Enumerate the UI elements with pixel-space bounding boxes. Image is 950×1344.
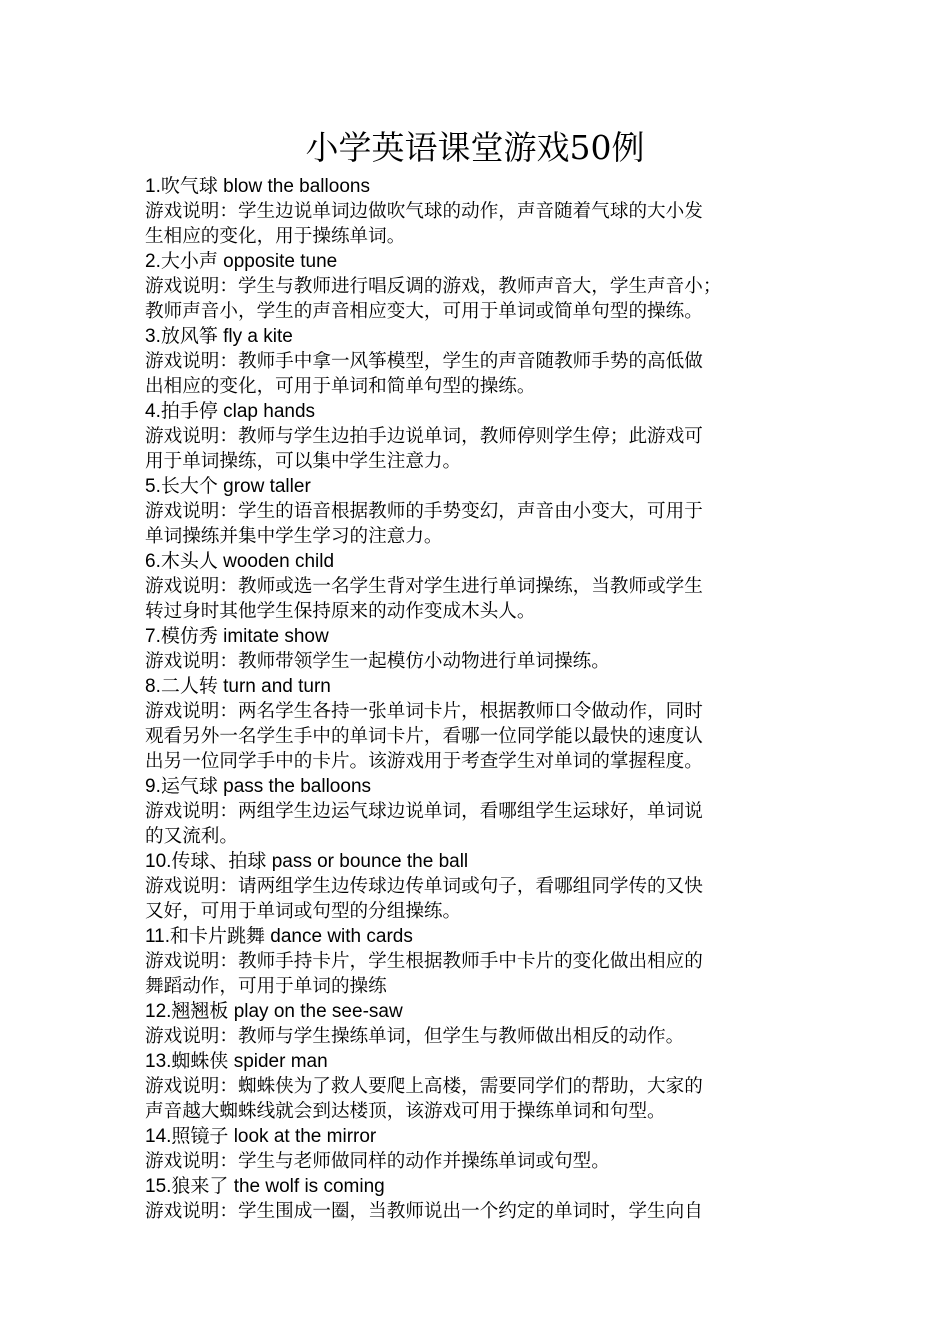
description-line: 游戏说明：蜘蛛侠为了救人要爬上高楼，需要同学们的帮助，大家的	[145, 1076, 703, 1097]
description-line: 游戏说明：两名学生各持一张单词卡片，根据教师口令做动作，同时	[145, 701, 703, 722]
game-heading: 8.二人转 turn and turn	[145, 676, 331, 697]
game-heading: 9.运气球 pass the balloons	[145, 776, 372, 797]
game-item-13	[145, 1049, 811, 1124]
game-item-11	[145, 924, 811, 999]
description-line: 又好，可用于单词或句型的分组操练。	[145, 901, 462, 922]
game-item-4	[145, 399, 811, 474]
description-line: 游戏说明：两组学生边运气球边说单词，看哪组学生运球好，单词说	[145, 801, 703, 822]
description-line: 声音越大蜘蛛线就会到达楼顶，该游戏可用于操练单词和句型。	[145, 1101, 666, 1122]
game-description	[145, 1199, 811, 1224]
description-line: 游戏说明：学生与教师进行唱反调的游戏，教师声音大，学生声音小；	[145, 276, 722, 297]
game-heading: 7.模仿秀 imitate show	[145, 626, 329, 647]
game-item-10	[145, 849, 811, 924]
game-heading: 10.传球、拍球 pass or bounce the ball	[145, 851, 469, 872]
description-line: 舞蹈动作，可用于单词的操练	[145, 976, 387, 997]
description-line: 游戏说明：教师手中拿一风筝模型，学生的声音随教师手势的高低做	[145, 351, 703, 372]
description-line: 的又流利。	[145, 826, 238, 847]
game-description	[145, 874, 811, 924]
game-description	[145, 349, 811, 399]
game-description	[145, 949, 811, 999]
description-line: 出相应的变化，可用于单词和简单句型的操练。	[145, 376, 536, 397]
game-item-9	[145, 774, 811, 849]
game-description	[145, 699, 811, 774]
game-heading: 13.蜘蛛侠 spider man	[145, 1051, 328, 1072]
game-item-6	[145, 549, 811, 624]
description-line: 单词操练并集中学生学习的注意力。	[145, 526, 443, 547]
description-line: 用于单词操练，可以集中学生注意力。	[145, 451, 462, 472]
description-line: 观看另外一名学生手中的单词卡片，看哪一位同学能以最快的速度认	[145, 726, 703, 747]
page-title: 小学英语课堂游戏50例	[305, 128, 645, 167]
game-list	[145, 174, 811, 1224]
game-heading: 6.木头人 wooden child	[145, 551, 335, 572]
description-line: 游戏说明：学生的语音根据教师的手势变幻，声音由小变大，可用于	[145, 501, 703, 522]
game-heading: 11.和卡片跳舞 dance with cards	[145, 926, 413, 947]
game-item-15	[145, 1174, 811, 1224]
game-description	[145, 199, 811, 249]
game-heading: 12.翘翘板 play on the see-saw	[145, 1001, 403, 1022]
game-item-7	[145, 624, 811, 674]
game-description	[145, 799, 811, 849]
description-line: 游戏说明：教师带领学生一起模仿小动物进行单词操练。	[145, 651, 610, 672]
game-heading: 2.大小声 opposite tune	[145, 251, 338, 272]
description-line: 游戏说明：学生边说单词边做吹气球的动作，声音随着气球的大小发	[145, 201, 703, 222]
description-line: 游戏说明：学生围成一圈，当教师说出一个约定的单词时，学生向自	[145, 1201, 703, 1222]
game-heading: 5.长大个 grow taller	[145, 476, 311, 497]
game-item-12	[145, 999, 811, 1049]
description-line: 游戏说明：学生与老师做同样的动作并操练单词或句型。	[145, 1151, 610, 1172]
game-description	[145, 1074, 811, 1124]
game-description	[145, 649, 811, 674]
description-line: 转过身时其他学生保持原来的动作变成木头人。	[145, 601, 536, 622]
game-item-1	[145, 174, 811, 249]
game-description	[145, 1024, 811, 1049]
description-line: 游戏说明：教师手持卡片，学生根据教师手中卡片的变化做出相应的	[145, 951, 703, 972]
game-description	[145, 499, 811, 549]
game-description	[145, 274, 811, 324]
game-description	[145, 424, 811, 474]
game-item-14	[145, 1124, 811, 1174]
description-line: 游戏说明：教师与学生操练单词，但学生与教师做出相反的动作。	[145, 1026, 685, 1047]
game-item-8	[145, 674, 811, 774]
game-heading: 3.放风筝 fly a kite	[145, 326, 293, 347]
description-line: 生相应的变化，用于操练单词。	[145, 226, 406, 247]
game-heading: 15.狼来了 the wolf is coming	[145, 1176, 385, 1197]
description-line: 游戏说明：请两组学生边传球边传单词或句子，看哪组同学传的又快	[145, 876, 703, 897]
description-line: 游戏说明：教师或选一名学生背对学生进行单词操练，当教师或学生	[145, 576, 703, 597]
game-description	[145, 574, 811, 624]
description-line: 出另一位同学手中的卡片。该游戏用于考查学生对单词的掌握程度。	[145, 751, 703, 772]
game-heading: 1.吹气球 blow the balloons	[145, 176, 370, 197]
description-line: 游戏说明：教师与学生边拍手边说单词，教师停则学生停；此游戏可	[145, 426, 703, 447]
game-item-2	[145, 249, 811, 324]
game-heading: 4.拍手停 clap hands	[145, 401, 316, 422]
game-description	[145, 1149, 811, 1174]
description-line: 教师声音小，学生的声音相应变大，可用于单词或简单句型的操练。	[145, 301, 703, 322]
game-item-5	[145, 474, 811, 549]
game-item-3	[145, 324, 811, 399]
game-heading: 14.照镜子 look at the mirror	[145, 1126, 377, 1147]
